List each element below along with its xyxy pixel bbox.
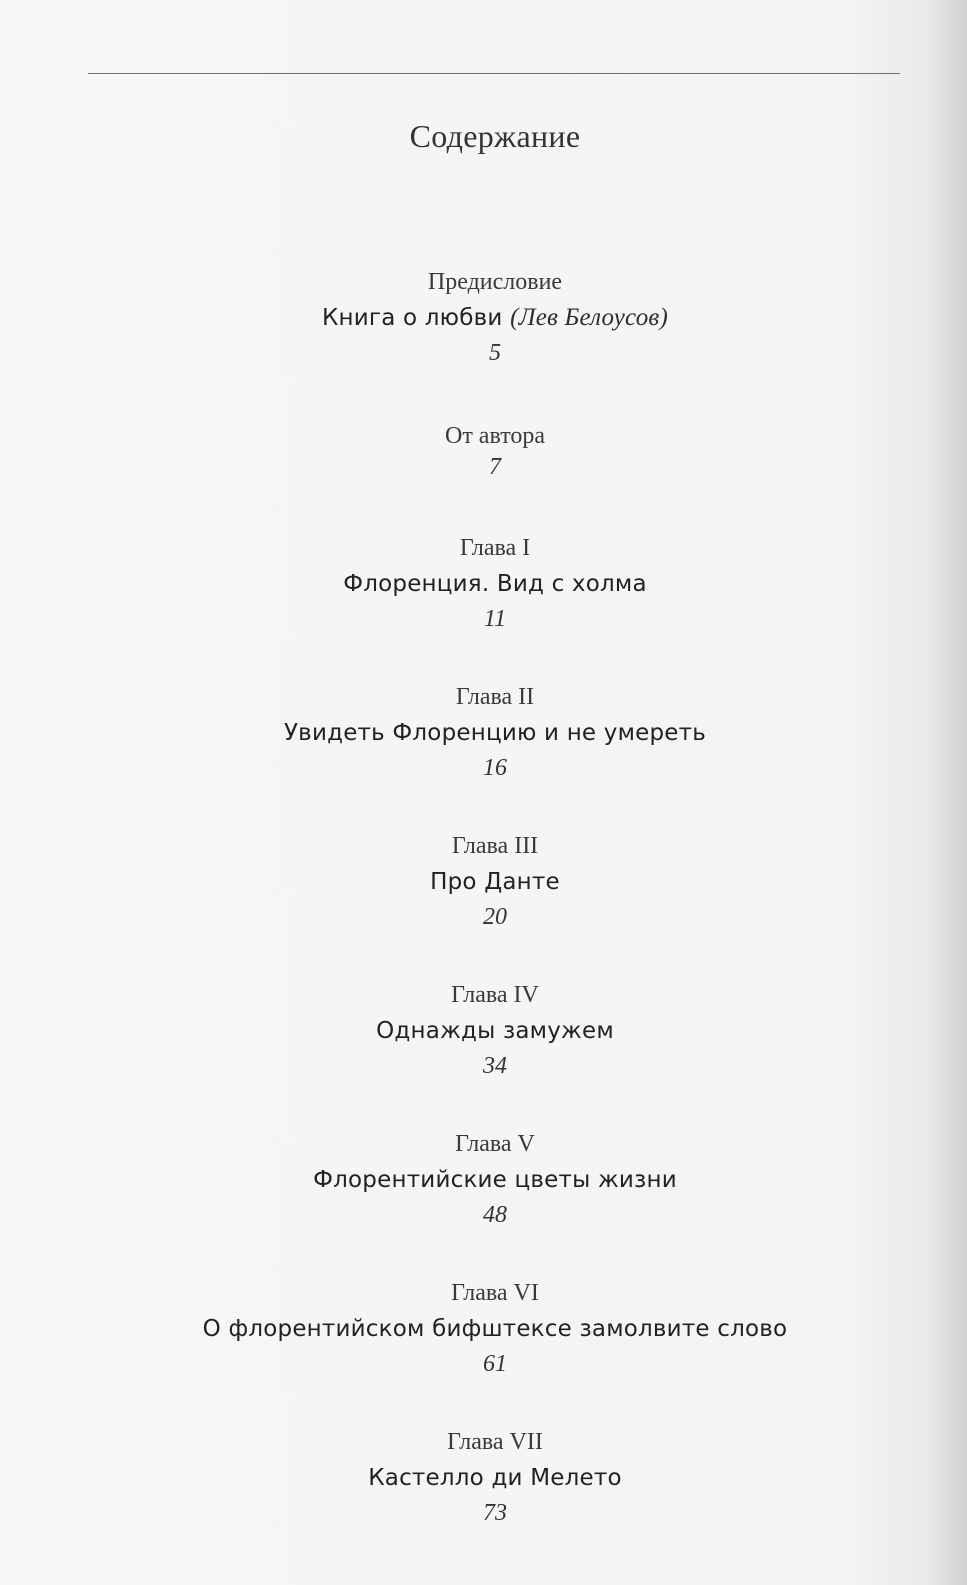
entry-label: Глава VII xyxy=(447,1429,543,1455)
entry-page-number: 11 xyxy=(483,606,507,632)
toc-entry-chapter-2 xyxy=(0,681,967,783)
entry-page-number: 73 xyxy=(483,1500,507,1526)
entry-page-number: 5 xyxy=(489,340,501,366)
entry-label: Глава VI xyxy=(451,1280,539,1306)
toc-entry-chapter-3 xyxy=(0,830,967,932)
entry-title-text: Книга о любви xyxy=(322,305,503,331)
header-rule xyxy=(88,73,900,74)
toc-entry-chapter-1 xyxy=(0,532,967,634)
entry-title: О флорентийском бифштексе замолвите слово xyxy=(202,1316,788,1342)
entry-label: Глава II xyxy=(455,684,535,710)
toc-entry-chapter-7 xyxy=(0,1426,967,1528)
entry-label: Глава III xyxy=(451,833,539,859)
entry-page-number: 7 xyxy=(489,454,501,480)
toc-entry-chapter-6 xyxy=(0,1277,967,1379)
entry-page-number: 48 xyxy=(483,1202,507,1228)
entry-page-number: 16 xyxy=(483,755,507,781)
entry-title: Про Данте xyxy=(430,869,560,895)
entry-title: Однажды замужем xyxy=(376,1018,614,1044)
toc-entry-from-author xyxy=(0,420,967,482)
entry-title: Флоренция. Вид с холма xyxy=(343,571,647,597)
toc-entry-foreword xyxy=(0,266,967,368)
entry-author: (Лев Белоусов) xyxy=(510,304,668,331)
entry-page-number: 61 xyxy=(483,1351,507,1377)
entry-page-number: 34 xyxy=(483,1053,507,1079)
entry-title: Кастелло ди Мелето xyxy=(368,1465,622,1491)
entry-label: Глава IV xyxy=(451,982,539,1008)
entry-label: Глава I xyxy=(459,535,531,561)
entry-title: Флорентийские цветы жизни xyxy=(313,1167,677,1193)
entry-label: Предисловие xyxy=(427,269,563,295)
toc-entry-chapter-5 xyxy=(0,1128,967,1230)
entry-title xyxy=(0,298,967,338)
contents-title: Содержание xyxy=(409,118,581,154)
entry-label: От автора xyxy=(444,423,546,449)
entry-label: Глава V xyxy=(455,1131,535,1157)
entry-page-number: 20 xyxy=(483,904,507,930)
toc-entry-chapter-4 xyxy=(0,979,967,1081)
entry-title: Увидеть Флоренцию и не умереть xyxy=(283,720,707,746)
